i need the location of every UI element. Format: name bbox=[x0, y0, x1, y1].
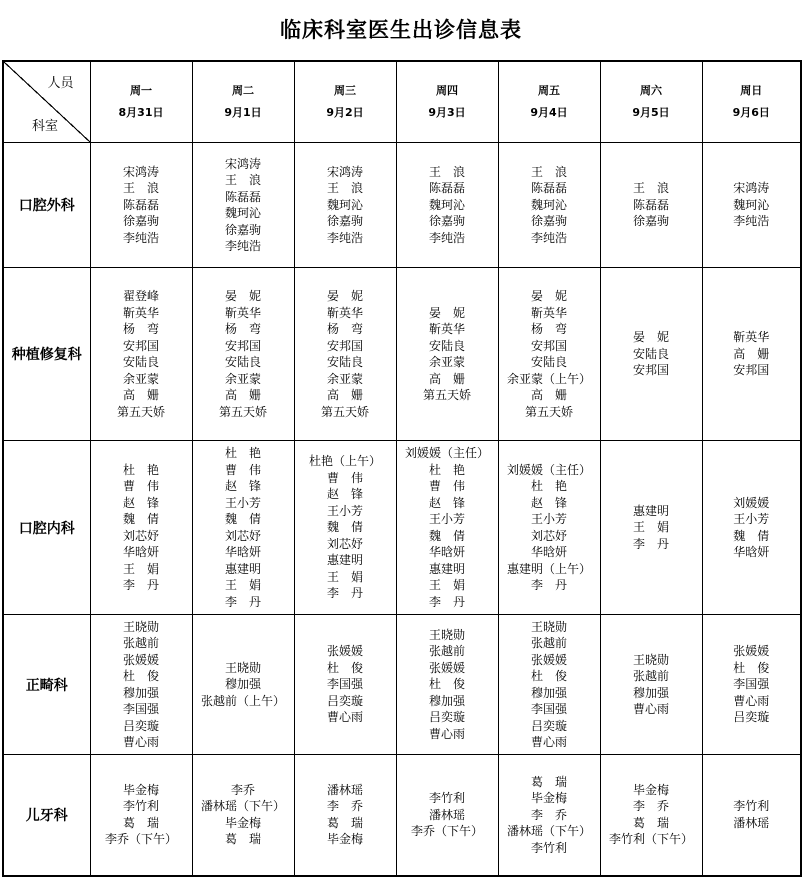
doctor-name: 杜 俊 bbox=[530, 669, 567, 683]
doctor-name: 晏 妮 bbox=[224, 289, 261, 303]
table-row bbox=[3, 143, 801, 268]
doctor-name: 穆加强 bbox=[530, 685, 567, 700]
doctor-name: 王晓勋 bbox=[632, 652, 669, 667]
doctor-name: 穆加强 bbox=[122, 685, 159, 700]
doctor-name: 吕奕璇 bbox=[530, 718, 567, 733]
weekday-label: 周四 bbox=[436, 84, 458, 97]
doctor-name: 晏 妮 bbox=[428, 305, 465, 320]
doctor-name: 王晓勋 bbox=[428, 627, 465, 642]
schedule-cell bbox=[702, 441, 801, 615]
page-title: 临床科室医生出诊信息表 bbox=[280, 18, 522, 42]
doctor-name: 杜 艳 bbox=[428, 462, 465, 477]
doctor-name: 王小芳 bbox=[530, 512, 567, 526]
doctor-name: 潘林瑶（下午） bbox=[200, 799, 285, 814]
doctor-name: 杜 艳 bbox=[122, 462, 159, 477]
doctor-name: 李 乔 bbox=[632, 799, 669, 814]
doctor-name: 李 乔 bbox=[326, 799, 363, 814]
doctor-name: 魏 倩 bbox=[733, 528, 770, 543]
doctor-name: 陈磊磊 bbox=[122, 197, 159, 212]
doctor-name: 李 丹 bbox=[530, 578, 567, 592]
weekday-label: 周六 bbox=[640, 84, 662, 97]
table-row bbox=[3, 615, 801, 755]
doctor-name: 张媛媛 bbox=[428, 660, 465, 675]
doctor-name: 李纯浩 bbox=[122, 230, 159, 245]
doctor-name: 晏 妮 bbox=[530, 289, 567, 303]
schedule-cell bbox=[192, 755, 294, 876]
doctor-name: 李竹利 bbox=[428, 791, 465, 805]
schedule-body bbox=[3, 143, 801, 876]
doctor-name: 晏 妮 bbox=[632, 330, 669, 345]
table-row bbox=[3, 755, 801, 876]
schedule-cell bbox=[396, 143, 498, 268]
doctor-name: 李 丹 bbox=[326, 586, 363, 601]
doctor-name: 曹心雨 bbox=[122, 735, 159, 749]
doctor-name: 魏 倩 bbox=[224, 512, 261, 526]
doctor-name: 宋鸿涛 bbox=[122, 164, 159, 179]
schedule-cell bbox=[90, 441, 192, 615]
doctor-name: 李纯浩 bbox=[733, 214, 770, 229]
doctor-name: 李国强 bbox=[326, 677, 363, 692]
schedule-cell bbox=[498, 615, 600, 755]
doctor-name: 华晗妍 bbox=[122, 545, 159, 559]
doctor-name: 安陆良 bbox=[326, 355, 363, 369]
header-row bbox=[3, 61, 801, 143]
doctor-name: 张越前 bbox=[122, 636, 159, 650]
doctor-name: 赵 锋 bbox=[530, 495, 567, 510]
doctor-name: 李 乔 bbox=[530, 807, 567, 822]
doctor-name: 高 姗 bbox=[224, 388, 261, 402]
schedule-cell bbox=[192, 143, 294, 268]
doctor-name: 赵 锋 bbox=[326, 487, 363, 502]
day-header bbox=[396, 61, 498, 143]
doctor-name: 杜 艳 bbox=[530, 479, 567, 493]
doctor-name: 张媛媛 bbox=[530, 652, 567, 667]
doctor-name: 魏珂沁 bbox=[428, 197, 465, 212]
doctor-name: 穆加强 bbox=[428, 693, 465, 708]
doctor-name: 王 浪 bbox=[122, 181, 159, 196]
schedule-cell bbox=[90, 615, 192, 755]
doctor-name: 魏 倩 bbox=[122, 512, 159, 526]
doctor-name: 李纯浩 bbox=[224, 239, 261, 253]
doctor-name: 魏珂沁 bbox=[326, 197, 363, 212]
doctor-name: 惠建明（上午） bbox=[506, 561, 591, 576]
doctor-name: 张越前（上午） bbox=[200, 693, 285, 708]
doctor-name: 华晗妍 bbox=[733, 545, 770, 559]
doctor-name: 葛 瑞 bbox=[530, 774, 567, 789]
schedule-cell bbox=[90, 755, 192, 876]
doctor-name: 潘林瑶 bbox=[428, 807, 465, 822]
doctor-name: 毕金梅 bbox=[326, 832, 363, 847]
doctor-name: 华晗妍 bbox=[530, 545, 567, 559]
day-header bbox=[702, 61, 801, 143]
doctor-name: 李竹利 bbox=[733, 799, 770, 814]
doctor-name: 毕金梅 bbox=[122, 782, 159, 797]
doctor-name: 葛 瑞 bbox=[326, 815, 363, 830]
department-name: 口腔内科 bbox=[3, 441, 90, 615]
doctor-name: 徐嘉驹 bbox=[530, 214, 567, 229]
doctor-name: 宋鸿涛 bbox=[326, 164, 363, 179]
doctor-name: 李纯浩 bbox=[326, 230, 363, 245]
doctor-name: 毕金梅 bbox=[224, 815, 261, 830]
corner-header bbox=[3, 61, 90, 143]
doctor-name: 杜 俊 bbox=[733, 660, 770, 675]
doctor-name: 魏珂沁 bbox=[224, 206, 261, 220]
doctor-name: 刘媛媛 bbox=[733, 495, 770, 510]
schedule-cell bbox=[600, 143, 702, 268]
doctor-name: 李竹利 bbox=[530, 840, 567, 855]
doctor-name: 华晗妍 bbox=[428, 545, 465, 559]
doctor-name: 第五天娇 bbox=[320, 404, 369, 419]
schedule-cell bbox=[702, 755, 801, 876]
doctor-name: 第五天娇 bbox=[116, 404, 165, 419]
day-header bbox=[294, 61, 396, 143]
doctor-name: 张越前 bbox=[428, 644, 465, 659]
department-name: 儿牙科 bbox=[3, 755, 90, 876]
day-header bbox=[90, 61, 192, 143]
doctor-name: 王 浪 bbox=[530, 164, 567, 179]
doctor-name: 晏 妮 bbox=[326, 289, 363, 303]
weekday-label: 周日 bbox=[740, 84, 763, 97]
doctor-name: 赵 锋 bbox=[122, 495, 159, 510]
doctor-name: 曹心雨 bbox=[632, 702, 669, 716]
schedule-cell bbox=[90, 143, 192, 268]
doctor-name: 安邦国 bbox=[122, 338, 159, 353]
doctor-name: 穆加强 bbox=[224, 677, 261, 692]
doctor-name: 刘媛媛（主任） bbox=[506, 462, 591, 477]
schedule-cell bbox=[192, 268, 294, 441]
doctor-name: 靳英华 bbox=[326, 305, 363, 320]
doctor-name: 李乔（下午） bbox=[104, 832, 177, 847]
doctor-name: 刘芯妤 bbox=[326, 536, 363, 551]
doctor-name: 刘芯妤 bbox=[122, 528, 159, 543]
corner-staff-label: 人员 bbox=[47, 76, 74, 91]
doctor-name: 赵 锋 bbox=[428, 495, 465, 510]
schedule-cell bbox=[498, 143, 600, 268]
doctor-name: 曹心雨 bbox=[733, 693, 770, 708]
doctor-name: 安邦国 bbox=[632, 363, 669, 378]
doctor-name: 魏 倩 bbox=[326, 520, 363, 535]
doctor-name: 第五天娇 bbox=[422, 388, 471, 402]
doctor-name: 靳英华 bbox=[733, 330, 770, 345]
doctor-name: 高 姗 bbox=[122, 388, 159, 402]
weekday-label: 周一 bbox=[130, 84, 152, 97]
schedule-cell bbox=[396, 755, 498, 876]
weekday-label: 周五 bbox=[538, 84, 560, 97]
doctor-name: 安陆良 bbox=[122, 355, 159, 369]
doctor-name: 李纯浩 bbox=[428, 230, 465, 245]
doctor-name: 安邦国 bbox=[224, 338, 261, 353]
doctor-name: 王 娟 bbox=[326, 569, 363, 584]
doctor-name: 安邦国 bbox=[530, 338, 567, 353]
doctor-name: 王 娟 bbox=[632, 520, 669, 535]
doctor-name: 王 浪 bbox=[326, 181, 363, 196]
schedule-cell bbox=[702, 143, 801, 268]
schedule-cell bbox=[498, 755, 600, 876]
doctor-name: 李竹利（下午） bbox=[608, 832, 693, 847]
doctor-name: 高 姗 bbox=[733, 346, 770, 361]
doctor-name: 李竹利 bbox=[122, 799, 159, 814]
schedule-cell bbox=[600, 441, 702, 615]
doctor-name: 曹心雨 bbox=[428, 726, 465, 741]
doctor-name: 安邦国 bbox=[733, 363, 770, 378]
date-label: 9月2日 bbox=[326, 106, 364, 119]
doctor-name: 魏珂沁 bbox=[530, 197, 567, 212]
doctor-name: 曹 伟 bbox=[428, 479, 465, 493]
doctor-name: 翟登峰 bbox=[122, 289, 159, 303]
doctor-name: 曹 伟 bbox=[326, 470, 363, 485]
doctor-name: 曹 伟 bbox=[122, 479, 159, 493]
doctor-name: 陈磊磊 bbox=[530, 181, 567, 196]
day-header bbox=[498, 61, 600, 143]
schedule-cell bbox=[294, 755, 396, 876]
doctor-name: 陈磊磊 bbox=[224, 189, 261, 204]
schedule-cell bbox=[396, 441, 498, 615]
day-header bbox=[192, 61, 294, 143]
department-name: 种植修复科 bbox=[3, 268, 90, 441]
doctor-name: 杨 弯 bbox=[326, 322, 363, 336]
doctor-name: 王 浪 bbox=[632, 181, 669, 196]
doctor-name: 王 浪 bbox=[224, 173, 261, 187]
doctor-name: 徐嘉驹 bbox=[224, 222, 261, 237]
doctor-name: 第五天娇 bbox=[218, 404, 267, 419]
doctor-name: 高 姗 bbox=[530, 388, 567, 402]
doctor-name: 惠建明 bbox=[224, 561, 261, 576]
schedule-cell bbox=[396, 268, 498, 441]
doctor-name: 杨 弯 bbox=[224, 322, 261, 336]
doctor-name: 徐嘉驹 bbox=[326, 214, 363, 229]
date-label: 9月4日 bbox=[530, 106, 568, 119]
doctor-name: 王 娟 bbox=[224, 578, 261, 592]
doctor-name: 杜 艳 bbox=[224, 446, 261, 460]
table-row bbox=[3, 268, 801, 441]
schedule-cell bbox=[90, 268, 192, 441]
schedule-cell bbox=[294, 615, 396, 755]
department-name: 口腔外科 bbox=[3, 143, 90, 268]
doctor-name: 徐嘉驹 bbox=[122, 214, 159, 229]
date-label: 9月6日 bbox=[732, 106, 770, 119]
doctor-name: 吕奕璇 bbox=[122, 718, 159, 733]
doctor-name: 靳英华 bbox=[224, 305, 261, 320]
doctor-name: 张越前 bbox=[530, 636, 567, 650]
doctor-name: 曹心雨 bbox=[326, 710, 363, 725]
doctor-name: 王晓勋 bbox=[530, 619, 567, 634]
doctor-name: 余亚蒙（上午） bbox=[506, 371, 591, 386]
doctor-name: 高 姗 bbox=[428, 371, 465, 386]
doctor-name: 华晗妍 bbox=[224, 545, 261, 559]
weekday-label: 周三 bbox=[334, 84, 356, 97]
doctor-name: 余亚蒙 bbox=[326, 371, 363, 386]
doctor-name: 赵 锋 bbox=[224, 479, 261, 493]
doctor-name: 潘林瑶 bbox=[733, 815, 770, 830]
date-label: 9月5日 bbox=[632, 106, 670, 119]
doctor-name: 吕奕璇 bbox=[326, 693, 363, 708]
corner-dept-label: 科室 bbox=[32, 119, 59, 134]
schedule-cell bbox=[294, 441, 396, 615]
doctor-name: 徐嘉驹 bbox=[428, 214, 465, 229]
doctor-name: 毕金梅 bbox=[530, 791, 567, 805]
doctor-name: 惠建明 bbox=[428, 561, 465, 576]
schedule-cell bbox=[294, 143, 396, 268]
doctor-name: 徐嘉驹 bbox=[632, 214, 669, 229]
doctor-name: 杨 弯 bbox=[530, 322, 567, 336]
doctor-name: 王小芳 bbox=[428, 512, 465, 526]
doctor-name: 李乔 bbox=[230, 782, 255, 797]
schedule-cell bbox=[702, 615, 801, 755]
doctor-name: 惠建明 bbox=[326, 553, 363, 568]
doctor-name: 杜 俊 bbox=[122, 669, 159, 683]
doctor-name: 杜 俊 bbox=[428, 677, 465, 692]
doctor-name: 潘林瑶 bbox=[326, 782, 363, 797]
doctor-name: 高 姗 bbox=[326, 388, 363, 402]
doctor-name: 王小芳 bbox=[326, 503, 363, 518]
doctor-name: 安陆良 bbox=[530, 355, 567, 369]
doctor-name: 刘芯妤 bbox=[224, 528, 261, 543]
doctor-name: 王晓勋 bbox=[122, 619, 159, 634]
schedule-cell bbox=[702, 268, 801, 441]
doctor-name: 曹心雨 bbox=[530, 735, 567, 749]
doctor-name: 李 丹 bbox=[428, 594, 465, 609]
doctor-name: 王晓勋 bbox=[224, 660, 261, 675]
schedule-cell bbox=[600, 268, 702, 441]
doctor-name: 王 娟 bbox=[122, 561, 159, 576]
doctor-name: 杨 弯 bbox=[122, 322, 159, 336]
doctor-name: 李 丹 bbox=[224, 594, 261, 609]
doctor-name: 靳英华 bbox=[428, 322, 465, 336]
date-label: 8月31日 bbox=[118, 106, 164, 119]
doctor-name: 李 丹 bbox=[632, 536, 669, 551]
doctor-name: 靳英华 bbox=[122, 305, 159, 320]
schedule-table bbox=[2, 60, 802, 877]
doctor-name: 王 娟 bbox=[428, 578, 465, 592]
doctor-name: 刘芯妤 bbox=[530, 528, 567, 543]
doctor-name: 第五天娇 bbox=[524, 404, 573, 419]
doctor-name: 安陆良 bbox=[428, 338, 465, 353]
doctor-name: 吕奕璇 bbox=[733, 710, 770, 725]
doctor-name: 葛 瑞 bbox=[224, 832, 261, 847]
doctor-name: 张媛媛 bbox=[122, 652, 159, 667]
doctor-name: 王小芳 bbox=[733, 512, 770, 526]
doctor-name: 杜 俊 bbox=[326, 660, 363, 675]
schedule-cell bbox=[600, 755, 702, 876]
doctor-name: 张媛媛 bbox=[733, 644, 770, 659]
doctor-name: 安邦国 bbox=[326, 338, 363, 353]
schedule-cell bbox=[294, 268, 396, 441]
doctor-name: 陈磊磊 bbox=[632, 197, 669, 212]
schedule-cell bbox=[498, 268, 600, 441]
doctor-name: 李乔（下午） bbox=[410, 824, 483, 838]
date-label: 9月1日 bbox=[224, 106, 262, 119]
doctor-name: 葛 瑞 bbox=[632, 815, 669, 830]
weekday-label: 周二 bbox=[232, 84, 254, 97]
day-header bbox=[600, 61, 702, 143]
doctor-name: 余亚蒙 bbox=[224, 371, 261, 386]
doctor-name: 穆加强 bbox=[632, 685, 669, 700]
schedule-cell bbox=[192, 615, 294, 755]
doctor-name: 魏 倩 bbox=[428, 528, 465, 543]
doctor-name: 毕金梅 bbox=[632, 782, 669, 797]
doctor-name: 刘媛媛（主任） bbox=[404, 446, 489, 460]
doctor-name: 张媛媛 bbox=[326, 644, 363, 659]
doctor-name: 李国强 bbox=[122, 702, 159, 716]
doctor-name: 安陆良 bbox=[632, 346, 669, 361]
doctor-name: 魏珂沁 bbox=[733, 197, 770, 212]
doctor-name: 吕奕璇 bbox=[428, 710, 465, 725]
schedule-cell bbox=[600, 615, 702, 755]
doctor-name: 曹 伟 bbox=[224, 462, 261, 477]
doctor-name: 李纯浩 bbox=[530, 230, 567, 245]
doctor-name: 张越前 bbox=[632, 669, 669, 683]
doctor-name: 宋鸿涛 bbox=[224, 156, 261, 171]
schedule-cell bbox=[192, 441, 294, 615]
doctor-name: 王 浪 bbox=[428, 164, 465, 179]
doctor-name: 惠建明 bbox=[632, 503, 669, 518]
doctor-name: 杜艳（上午） bbox=[308, 454, 381, 469]
doctor-name: 余亚蒙 bbox=[122, 371, 159, 386]
schedule-cell bbox=[498, 441, 600, 615]
department-name: 正畸科 bbox=[3, 615, 90, 755]
date-label: 9月3日 bbox=[428, 106, 466, 119]
doctor-name: 李国强 bbox=[530, 702, 567, 716]
doctor-name: 余亚蒙 bbox=[428, 355, 465, 369]
doctor-name: 葛 瑞 bbox=[122, 815, 159, 830]
doctor-name: 李国强 bbox=[733, 677, 770, 692]
doctor-name: 潘林瑶（下午） bbox=[506, 824, 591, 838]
doctor-name: 靳英华 bbox=[530, 305, 567, 320]
schedule-cell bbox=[396, 615, 498, 755]
doctor-name: 安陆良 bbox=[224, 355, 261, 369]
doctor-name: 宋鸿涛 bbox=[733, 181, 770, 196]
doctor-name: 王小芳 bbox=[224, 495, 261, 510]
doctor-name: 陈磊磊 bbox=[428, 181, 465, 196]
doctor-name: 李 丹 bbox=[122, 578, 159, 592]
table-row bbox=[3, 441, 801, 615]
